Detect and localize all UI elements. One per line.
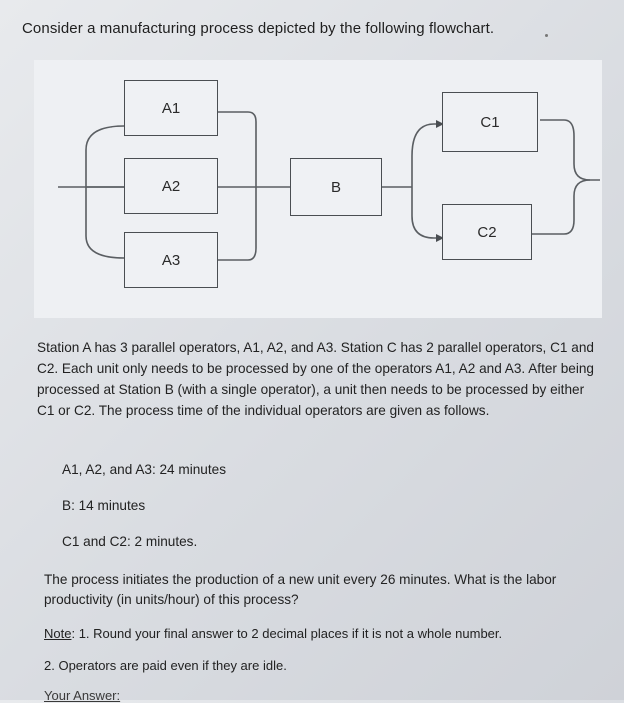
question-title: Consider a manufacturing process depicted by the following flowchart. [22, 20, 495, 37]
station-a3-box [124, 232, 218, 288]
decorative-dot [545, 34, 548, 37]
station-b-label: B [330, 178, 341, 196]
time-station-b: B: 14 minutes [62, 498, 146, 513]
station-a1-box [124, 80, 218, 136]
station-c1-label: C1 [480, 113, 500, 131]
time-station-c: C1 and C2: 2 minutes. [62, 534, 198, 549]
problem-description: Station A has 3 parallel operators, A1, A2, and A3. Station C has 2 parallel operators, C1 and C2. Each unit only needs to be processed by one of the operators A1, A2 and A3. After being processed at Station B (with a single operator), a unit then needs to be processed by either C1 or C2. The process time of the individual operators are given as follows. [37, 340, 594, 418]
question-prompt: The process initiates the production of a new unit every 26 minutes. What is the labor productivity (in units/hour) of this process? [44, 572, 557, 607]
note-label: Note [44, 626, 72, 641]
station-c2-box [442, 204, 532, 260]
note-item-1: : 1. Round your final answer to 2 decimal places if it is not a whole number. [71, 626, 503, 641]
station-a2-box [124, 158, 218, 214]
station-a2-label: A2 [161, 177, 181, 195]
station-a1-label: A1 [161, 99, 181, 117]
time-station-a: A1, A2, and A3: 24 minutes [62, 462, 226, 477]
answer-label: Your Answer: [44, 688, 121, 703]
station-a3-label: A3 [161, 251, 181, 269]
station-b-box [290, 158, 382, 216]
note-item-2: 2. Operators are paid even if they are idle. [44, 658, 287, 673]
station-c2-label: C2 [477, 223, 497, 241]
station-c1-box [442, 92, 538, 152]
flowchart [34, 60, 602, 318]
note-line-1 [44, 626, 502, 641]
